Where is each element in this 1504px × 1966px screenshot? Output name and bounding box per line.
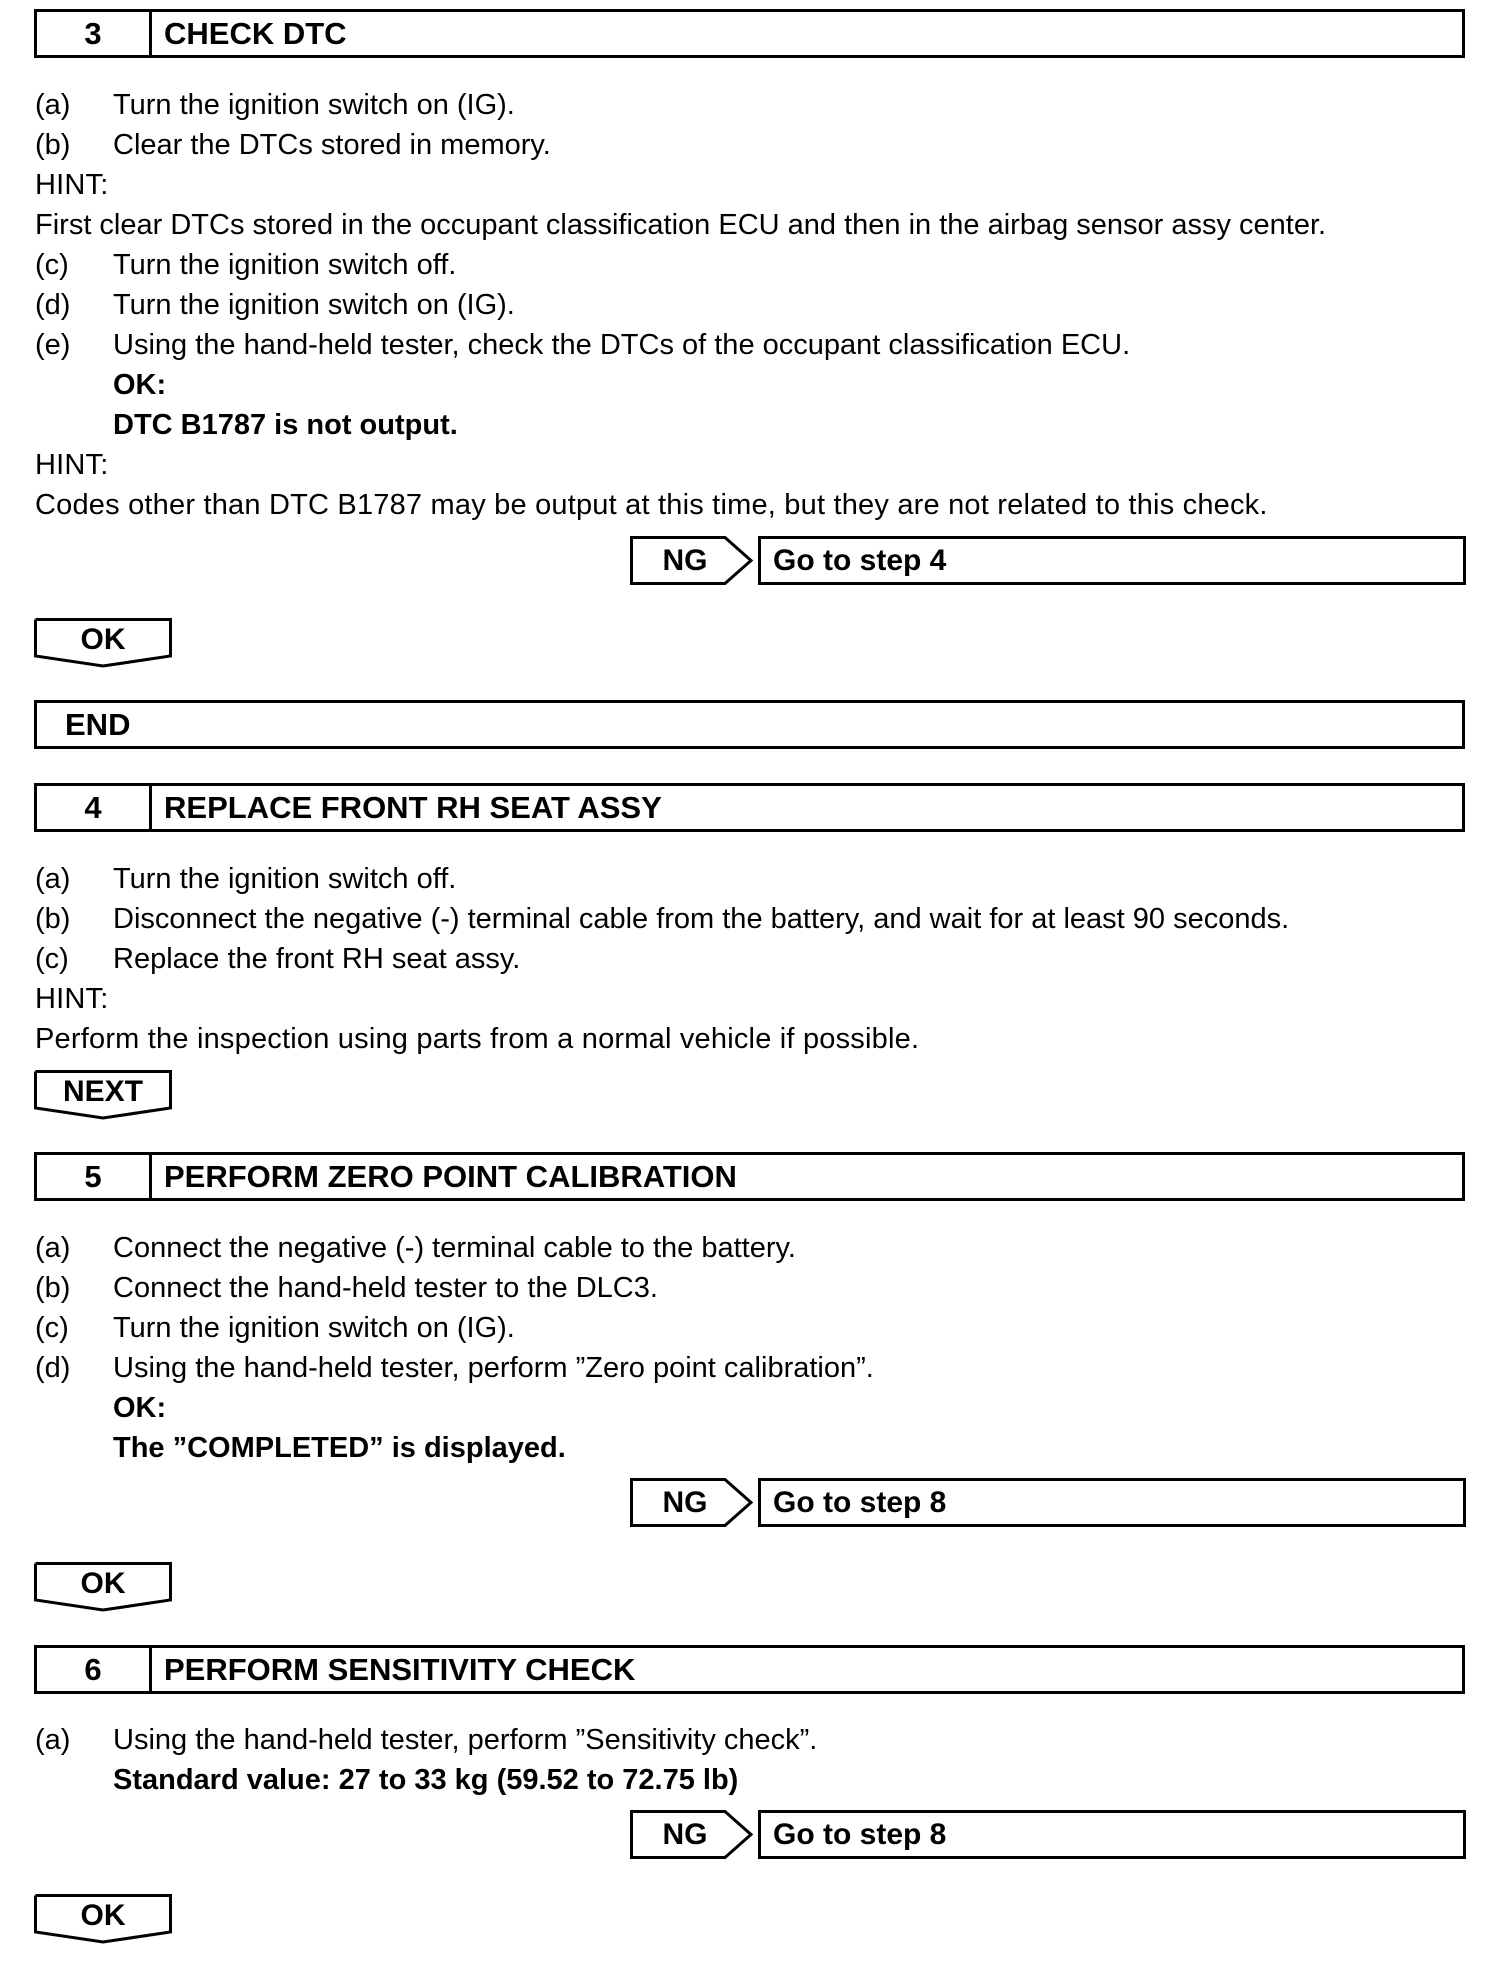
go-to-step-link[interactable] bbox=[758, 1478, 1466, 1527]
step-3-header bbox=[34, 9, 1465, 58]
hint-label: HINT: bbox=[35, 169, 109, 201]
ok-criteria-value: The ”COMPLETED” is displayed. bbox=[113, 1432, 566, 1464]
item-mark: (c) bbox=[35, 1312, 69, 1344]
step-4-header bbox=[34, 783, 1465, 832]
item-mark: (c) bbox=[35, 943, 69, 975]
step-number: 4 bbox=[37, 786, 152, 829]
item-text: Using the hand-held tester, perform ”Sensitivity check”. bbox=[113, 1724, 818, 1756]
step-title: PERFORM ZERO POINT CALIBRATION bbox=[164, 1159, 737, 1194]
next-button-label: NEXT bbox=[62, 1075, 143, 1108]
item-text: Replace the front RH seat assy. bbox=[113, 943, 521, 975]
step-6-header bbox=[34, 1645, 1465, 1694]
item-mark: (a) bbox=[35, 89, 71, 121]
item-mark: (d) bbox=[35, 1352, 71, 1384]
hint-text: Perform the inspection using parts from a normal vehicle if possible. bbox=[35, 1023, 920, 1055]
ng-branch bbox=[630, 1478, 1466, 1527]
item-mark: (c) bbox=[35, 249, 69, 281]
ok-button-label: OK bbox=[80, 1567, 126, 1600]
item-text: Turn the ignition switch on (IG). bbox=[113, 1312, 515, 1344]
ok-button[interactable] bbox=[34, 1562, 172, 1612]
hint-label: HINT: bbox=[35, 449, 109, 481]
item-text: Turn the ignition switch off. bbox=[113, 249, 457, 281]
ok-button[interactable] bbox=[34, 618, 172, 668]
item-mark: (a) bbox=[35, 1232, 71, 1264]
item-mark: (b) bbox=[35, 903, 71, 935]
go-to-step-link[interactable] bbox=[758, 1810, 1466, 1859]
step-title: REPLACE FRONT RH SEAT ASSY bbox=[164, 790, 662, 825]
ok-criteria-label: OK: bbox=[113, 369, 167, 401]
step-5-header bbox=[34, 1152, 1465, 1201]
item-mark: (d) bbox=[35, 289, 71, 321]
item-text: Disconnect the negative (-) terminal cable from the battery, and wait for at least 90 seconds. bbox=[113, 903, 1290, 935]
ok-button[interactable] bbox=[34, 1894, 172, 1944]
item-text: Turn the ignition switch off. bbox=[113, 863, 457, 895]
step-number: 5 bbox=[37, 1155, 152, 1198]
ng-label: NG bbox=[662, 544, 708, 577]
item-mark: (a) bbox=[35, 863, 71, 895]
item-text: Connect the negative (-) terminal cable to the battery. bbox=[113, 1232, 796, 1264]
step-title: CHECK DTC bbox=[164, 16, 347, 51]
item-text: Clear the DTCs stored in memory. bbox=[113, 129, 551, 161]
end-label: END bbox=[65, 707, 131, 742]
item-text: Using the hand-held tester, perform ”Zero point calibration”. bbox=[113, 1352, 874, 1384]
ok-button-label: OK bbox=[80, 1899, 126, 1932]
ng-label: NG bbox=[662, 1818, 708, 1851]
go-to-step-label: Go to step 8 bbox=[773, 1486, 947, 1519]
go-to-step-link[interactable] bbox=[758, 536, 1466, 585]
step-title: PERFORM SENSITIVITY CHECK bbox=[164, 1652, 636, 1687]
hint-label: HINT: bbox=[35, 983, 109, 1015]
ng-branch bbox=[630, 1810, 1466, 1859]
item-mark: (a) bbox=[35, 1724, 71, 1756]
item-mark: (b) bbox=[35, 129, 71, 161]
item-text: Connect the hand-held tester to the DLC3. bbox=[113, 1272, 658, 1304]
item-mark: (e) bbox=[35, 329, 71, 361]
item-text: Turn the ignition switch on (IG). bbox=[113, 289, 515, 321]
standard-value: Standard value: 27 to 33 kg (59.52 to 72.75 lb) bbox=[113, 1764, 739, 1796]
end-box bbox=[34, 700, 1465, 749]
ok-button-label: OK bbox=[80, 623, 126, 656]
item-text: Using the hand-held tester, check the DTCs of the occupant classification ECU. bbox=[113, 329, 1131, 361]
item-mark: (b) bbox=[35, 1272, 71, 1304]
next-button[interactable] bbox=[34, 1070, 172, 1120]
ng-label: NG bbox=[662, 1486, 708, 1519]
go-to-step-label: Go to step 8 bbox=[773, 1818, 947, 1851]
hint-text: First clear DTCs stored in the occupant classification ECU and then in the airbag sensor assy center. bbox=[35, 209, 1327, 241]
step-number: 6 bbox=[37, 1648, 152, 1691]
hint-text: Codes other than DTC B1787 may be output at this time, but they are not related to this check. bbox=[35, 489, 1268, 521]
ok-criteria-value: DTC B1787 is not output. bbox=[113, 409, 458, 441]
step-number: 3 bbox=[37, 12, 152, 55]
item-text: Turn the ignition switch on (IG). bbox=[113, 89, 515, 121]
ng-branch bbox=[630, 536, 1466, 585]
ok-criteria-label: OK: bbox=[113, 1392, 167, 1424]
go-to-step-label: Go to step 4 bbox=[773, 544, 947, 577]
